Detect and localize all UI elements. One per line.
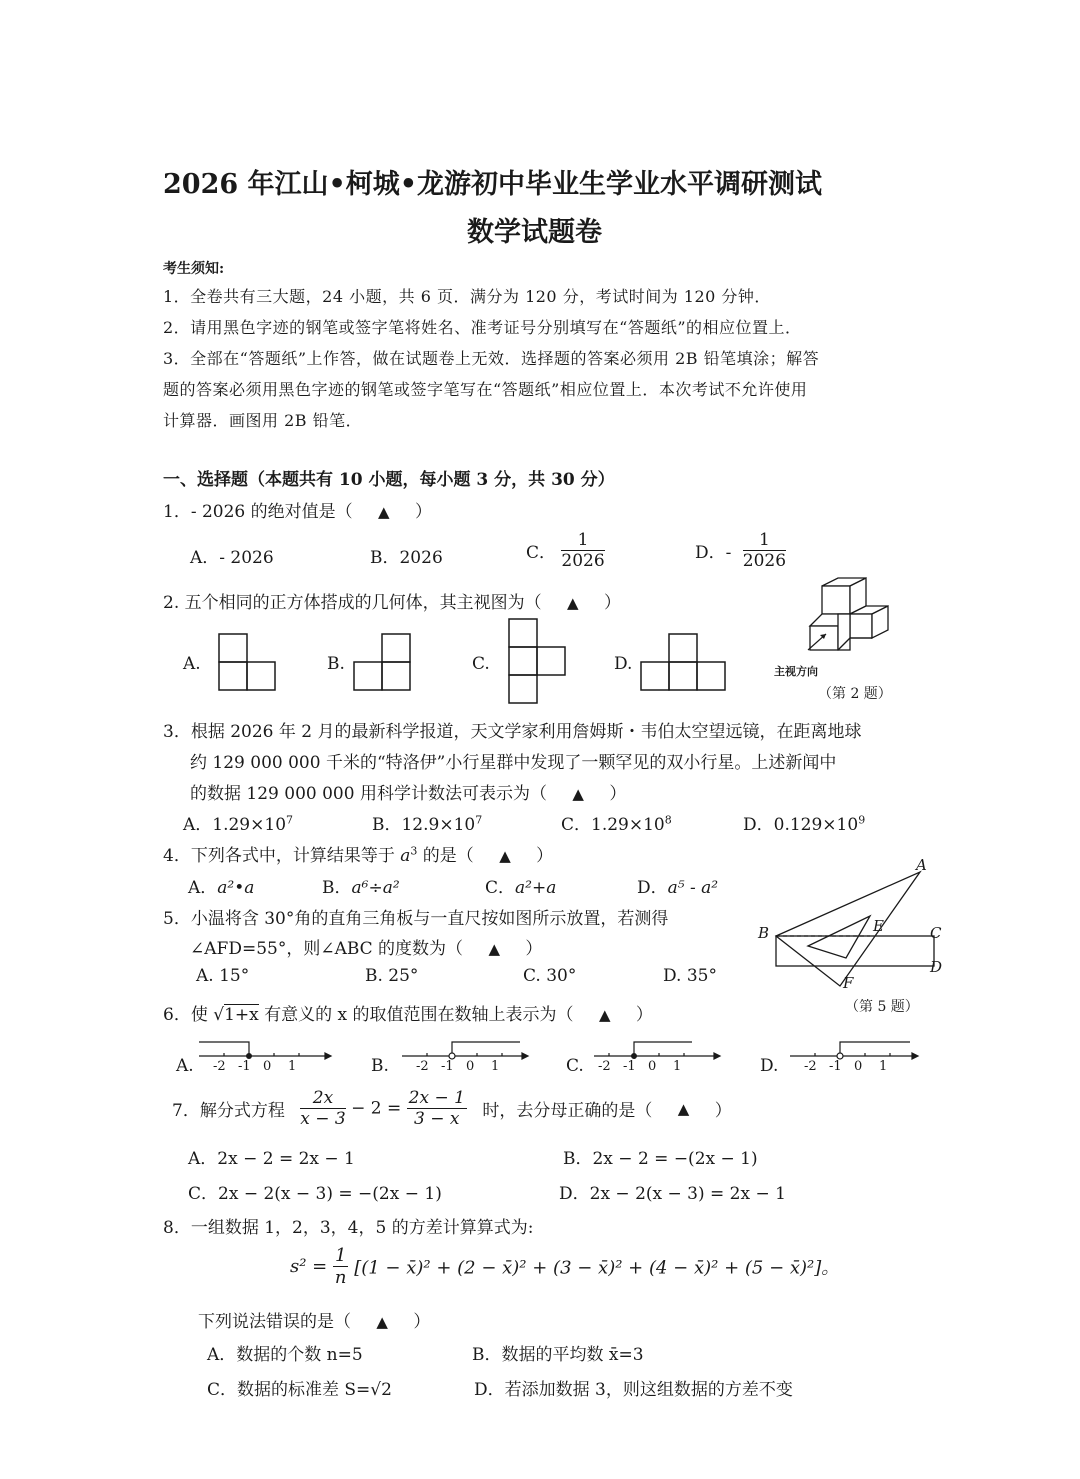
q4-stem-post: 的是（: [422, 846, 474, 866]
q4-b-expr: a⁶÷a²: [351, 878, 400, 898]
q5-label-d: D: [930, 958, 943, 976]
q7-f2-num: 2x − 1: [408, 1088, 465, 1108]
q3-line-3-text: 的数据 129 000 000 用科学计数法可表示为（: [190, 784, 547, 804]
q3-a-text: A．1.29×10: [183, 815, 287, 835]
q6-number-line-b: [400, 1040, 540, 1060]
q6-c-tick-4: 1: [673, 1059, 682, 1074]
q7-option-c: C．2x − 2(x − 3) = −(2x − 1): [188, 1184, 442, 1204]
q6-a-tick-2: -1: [238, 1059, 251, 1074]
q6-radicand: 1+x: [224, 1005, 259, 1025]
q1-option-a: A．- 2026: [190, 548, 274, 568]
q7-f1-den: x − 3: [300, 1109, 346, 1129]
q3-c-text: C．1.29×10: [561, 815, 665, 835]
q4-b-label: B．: [322, 878, 352, 898]
q3-line-2: 约 129 000 000 千米的“特洛伊”小行星群中发现了一颗罕见的双小行星。上述新闻中: [190, 753, 837, 773]
q1-close: ）: [415, 502, 432, 522]
q2-option-a-figure: [218, 633, 278, 693]
notice-item-3a: 3．全部在“答题纸”上作答，做在试题卷上无效．选择题的答案必须用 2B 铅笔填涂；解答: [163, 349, 820, 368]
q6-d-tick-2: -1: [829, 1059, 842, 1074]
q5-label-e: E: [873, 917, 884, 935]
q5-option-b: B. 25°: [365, 966, 419, 986]
q6-close: ）: [635, 1005, 653, 1025]
q1-c-label: C．: [526, 543, 557, 563]
q6-stem: [163, 1000, 653, 1025]
q6-number-line-d: [788, 1040, 928, 1060]
q6-b-ticks: [416, 1059, 516, 1074]
q3-b-text: B．12.9×10: [372, 815, 476, 835]
q6-option-c-label: C.: [566, 1056, 584, 1076]
q7-stem: [172, 1088, 732, 1129]
q7-stem-pre: 7．解分式方程: [172, 1101, 285, 1121]
q1-d-label: D．-: [695, 543, 732, 563]
q4-stem-pre: 4．下列各式中，计算结果等于: [163, 846, 395, 866]
q4-option-a: [188, 873, 254, 898]
q6-stem-post: 有意义的 x 的取值范围在数轴上表示为（: [264, 1005, 574, 1025]
q6-d-ticks: [804, 1059, 904, 1074]
q5-option-a: A. 15°: [196, 966, 250, 986]
q4-close: ）: [536, 846, 554, 866]
q8-formula: [290, 1245, 839, 1288]
q2-view-direction: 主视方向: [774, 665, 818, 678]
q7-fraction-1: [300, 1088, 345, 1129]
q5-close: ）: [525, 939, 543, 959]
q4-d-expr: a⁵ - a²: [667, 878, 719, 898]
q7-fraction-2: [407, 1088, 467, 1129]
q7-option-b: B．2x − 2 = −(2x − 1): [563, 1149, 758, 1169]
q1-d-num: 1: [743, 530, 786, 551]
q3-c-exp: 8: [664, 813, 672, 827]
q7-close: ）: [714, 1101, 732, 1121]
q6-b-tick-3: 0: [466, 1059, 475, 1074]
q8-formula-body: [(1 − x̄)² + (2 − x̄)² + (3 − x̄)² + (4 − x̄)² + (5 − x̄)²]。: [354, 1257, 840, 1279]
q1-d-fraction: [743, 530, 786, 571]
q4-option-d: [637, 873, 718, 898]
exam-title: 2026 年江山•柯城•龙游初中毕业生学业水平调研测试: [163, 169, 823, 200]
q7-option-a: A．2x − 2 = 2x − 1: [188, 1149, 355, 1169]
q2-option-c-figure: [508, 618, 568, 708]
q2-option-b-label: B.: [327, 654, 345, 674]
q6-b-tick-4: 1: [491, 1059, 500, 1074]
q2-cube-figure: [800, 578, 900, 668]
q4-stem-var: a: [400, 846, 411, 866]
q1-c-fraction: [561, 530, 604, 571]
q3-b-exp: 7: [475, 813, 483, 827]
q6-number-line-a: [197, 1040, 337, 1060]
q7-stem-post: 时，去分母正确的是（: [482, 1101, 653, 1121]
q6-d-tick-3: 0: [854, 1059, 863, 1074]
q8-option-c: C．数据的标准差 S=√2: [207, 1380, 392, 1400]
q6-c-ticks: [598, 1059, 698, 1074]
q3-line-1: 3．根据 2026 年 2 月的最新科学报道，天文学家利用詹姆斯・韦伯太空望远镜，在距离地球: [163, 722, 862, 742]
q5-label-b: B: [758, 924, 770, 942]
q6-b-tick-2: -1: [441, 1059, 454, 1074]
q6-sqrt: √1+x: [213, 1005, 259, 1025]
q2-close: ）: [603, 593, 621, 613]
q4-stem-exp: 3: [410, 844, 418, 858]
q2-option-b-figure: [353, 633, 413, 693]
q1-option-b: B．2026: [370, 548, 443, 568]
q1-stem: [163, 497, 432, 522]
q8-stem: 8．一组数据 1，2，3，4，5 的方差计算算式为:: [163, 1218, 534, 1238]
q3-option-c: [561, 810, 672, 835]
q3-close: ）: [609, 784, 627, 804]
q5-label-a: A: [916, 856, 927, 874]
q2-option-d-label: D.: [614, 654, 633, 674]
q3-option-b: [372, 810, 482, 835]
q6-a-tick-4: 1: [288, 1059, 297, 1074]
q8-formula-fraction: [333, 1245, 348, 1288]
answer-marker: ▲: [499, 847, 511, 865]
q6-c-tick-1: -2: [598, 1059, 611, 1074]
q1-option-c: [526, 530, 605, 571]
notice-item-3c: 计算器．画图用 2B 铅笔．: [163, 411, 363, 430]
q8-sub-text: 下列说法错误的是（: [198, 1312, 351, 1332]
q6-c-tick-2: -1: [623, 1059, 636, 1074]
q7-option-d: D．2x − 2(x − 3) = 2x − 1: [559, 1184, 786, 1204]
q6-number-line-c: [592, 1040, 732, 1060]
q5-line-1: 5．小温将含 30°角的直角三角板与一直尺按如图所示放置，若测得: [163, 909, 669, 929]
q8-close: ）: [413, 1312, 431, 1332]
q7-f2-den: 3 − x: [414, 1109, 460, 1129]
notice-item-3b: 题的答案必须用黑色字迹的钢笔或签字笔写在“答题纸”相应位置上．本次考试不允许使用: [163, 380, 808, 399]
q3-d-exp: 9: [858, 813, 866, 827]
q5-line-2-text: ∠AFD=55°，则∠ABC 的度数为（: [190, 939, 464, 959]
q3-option-a: [183, 810, 293, 835]
q5-caption: （第 5 题）: [845, 999, 919, 1015]
q6-option-a-label: A.: [176, 1056, 194, 1076]
q6-option-b-label: B.: [371, 1056, 389, 1076]
q1-c-num: 1: [561, 530, 604, 551]
q4-option-b: [322, 873, 400, 898]
q4-d-label: D．: [637, 878, 668, 898]
q6-c-tick-3: 0: [648, 1059, 657, 1074]
q2-stem-text: 2. 五个相同的正方体搭成的几何体，其主视图为（: [163, 593, 542, 613]
q2-option-a-label: A.: [183, 654, 201, 674]
q6-d-tick-1: -2: [804, 1059, 817, 1074]
answer-marker: ▲: [376, 1313, 388, 1331]
notice-item-1: 1．全卷共有三大题，24 小题，共 6 页．满分为 120 分，考试时间为 120 分钟．: [163, 287, 771, 306]
q2-option-d-figure: [640, 633, 730, 693]
q3-a-exp: 7: [286, 813, 294, 827]
q8-formula-lhs: s² =: [290, 1256, 328, 1277]
q4-a-label: A．: [188, 878, 218, 898]
q5-option-c: C. 30°: [523, 966, 577, 986]
q8-formula-num: 1: [335, 1245, 347, 1266]
answer-marker: ▲: [378, 503, 390, 521]
q3-d-text: D．0.129×10: [743, 815, 859, 835]
answer-marker: ▲: [567, 594, 579, 612]
q6-a-tick-1: -2: [213, 1059, 226, 1074]
q5-label-c: C: [930, 924, 942, 942]
q1-d-den: 2026: [742, 551, 787, 571]
answer-marker: ▲: [488, 940, 501, 958]
q6-b-tick-1: -2: [416, 1059, 429, 1074]
q5-option-d: D. 35°: [663, 966, 717, 986]
q7-f1-num: 2x: [300, 1088, 345, 1109]
q1-option-d: [695, 530, 786, 571]
answer-marker: ▲: [572, 785, 584, 803]
q5-label-f: F: [843, 974, 854, 992]
q2-option-c-label: C.: [472, 654, 490, 674]
answer-marker: ▲: [598, 1006, 611, 1024]
q6-d-tick-4: 1: [879, 1059, 888, 1074]
exam-subtitle: 数学试题卷: [467, 217, 602, 248]
q3-line-3: [190, 779, 626, 804]
q7-mid: − 2 =: [351, 1098, 402, 1119]
q4-a-expr: a²•a: [217, 878, 255, 898]
q6-a-ticks: [213, 1059, 313, 1074]
q8-option-b: B．数据的平均数 x̄=3: [472, 1345, 644, 1365]
notice-heading: 考生须知:: [163, 261, 225, 277]
q8-formula-den: n: [334, 1267, 347, 1288]
q1-stem-text: 1．- 2026 的绝对值是（: [163, 502, 353, 522]
answer-marker: ▲: [677, 1099, 690, 1118]
q8-option-d: D．若添加数据 3，则这组数据的方差不变: [474, 1380, 793, 1400]
q6-a-tick-3: 0: [263, 1059, 272, 1074]
q4-c-expr: a²+a: [515, 878, 557, 898]
section-heading: 一、选择题（本题共有 10 小题，每小题 3 分，共 30 分）: [163, 470, 615, 490]
q2-caption: （第 2 题）: [818, 686, 892, 702]
q1-c-den: 2026: [561, 551, 605, 571]
q4-stem: [163, 841, 553, 866]
notice-item-2: 2．请用黑色字迹的钢笔或签字笔将姓名、准考证号分别填写在“答题纸”的相应位置上．: [163, 318, 802, 337]
q6-stem-pre: 6．使: [163, 1005, 208, 1025]
q4-c-label: C．: [485, 878, 516, 898]
q6-option-d-label: D.: [760, 1056, 779, 1076]
q8-option-a: A．数据的个数 n=5: [207, 1345, 363, 1365]
q3-option-d: [743, 810, 865, 835]
q5-line-2: [190, 934, 542, 959]
q2-stem: [163, 588, 621, 613]
q8-sub: [198, 1307, 430, 1332]
q4-option-c: [485, 873, 556, 898]
